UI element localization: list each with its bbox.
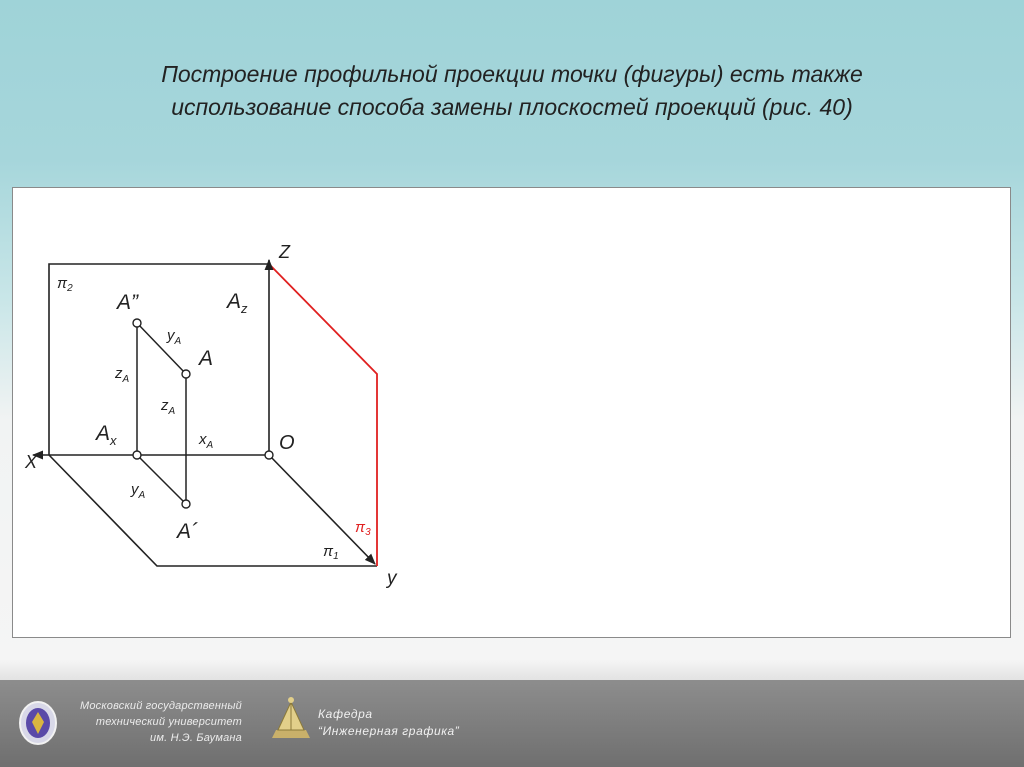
- label-z-a-left: $z_A$: [115, 365, 130, 385]
- department-name-line-1: Кафедра: [318, 707, 373, 721]
- slide-title: [40, 58, 984, 124]
- projection-diagram: [13, 188, 1012, 639]
- point-a-double-prime: [133, 319, 141, 327]
- label-pi2: $\pi_2$: [57, 275, 73, 294]
- university-name-line-1: Московский государственный: [80, 700, 242, 712]
- label-y-axis: y: [387, 568, 397, 589]
- line-a2-to-a: [137, 323, 186, 374]
- point-a-prime: [182, 500, 190, 508]
- label-z-axis: Z: [279, 242, 290, 262]
- department-name: [318, 706, 459, 740]
- point-ax: [133, 451, 141, 459]
- label-a-prime: A´: [177, 520, 198, 543]
- label-a-x: $A_x$: [96, 422, 117, 448]
- slide-title-line-1: Построение профильной проекции точки (фигуры) есть также: [161, 61, 863, 87]
- label-origin: O: [279, 432, 295, 454]
- label-x-a: $x_A$: [199, 431, 214, 451]
- label-a-z: $A_z$: [227, 290, 248, 316]
- slide-title-line-2: использование способа замены плоскостей проекций (рис. 40): [171, 94, 853, 120]
- label-a: A: [199, 347, 214, 370]
- diagram-panel: [12, 187, 1011, 638]
- label-y-a-bottom: $y_A$: [131, 481, 146, 501]
- label-x-axis: X: [25, 452, 38, 472]
- university-name-line-3: им. Н.Э. Баумана: [150, 732, 242, 744]
- university-seal-icon: [18, 700, 58, 746]
- point-origin: [265, 451, 273, 459]
- label-pi3: $\pi_3$: [355, 519, 371, 538]
- department-name-line-2: “Инженерная графика”: [318, 724, 460, 738]
- department-logo-icon: [266, 694, 316, 744]
- university-name: [62, 698, 242, 746]
- label-a-double-prime: A”: [117, 291, 138, 314]
- point-a: [182, 370, 190, 378]
- label-z-a-mid: $z_A$: [161, 397, 176, 417]
- label-pi1: $\pi_1$: [323, 543, 339, 562]
- university-name-line-2: технический университет: [95, 716, 242, 728]
- label-y-a-top: $y_A$: [167, 327, 182, 347]
- y-axis: [269, 455, 375, 564]
- slide-footer: [0, 680, 1024, 767]
